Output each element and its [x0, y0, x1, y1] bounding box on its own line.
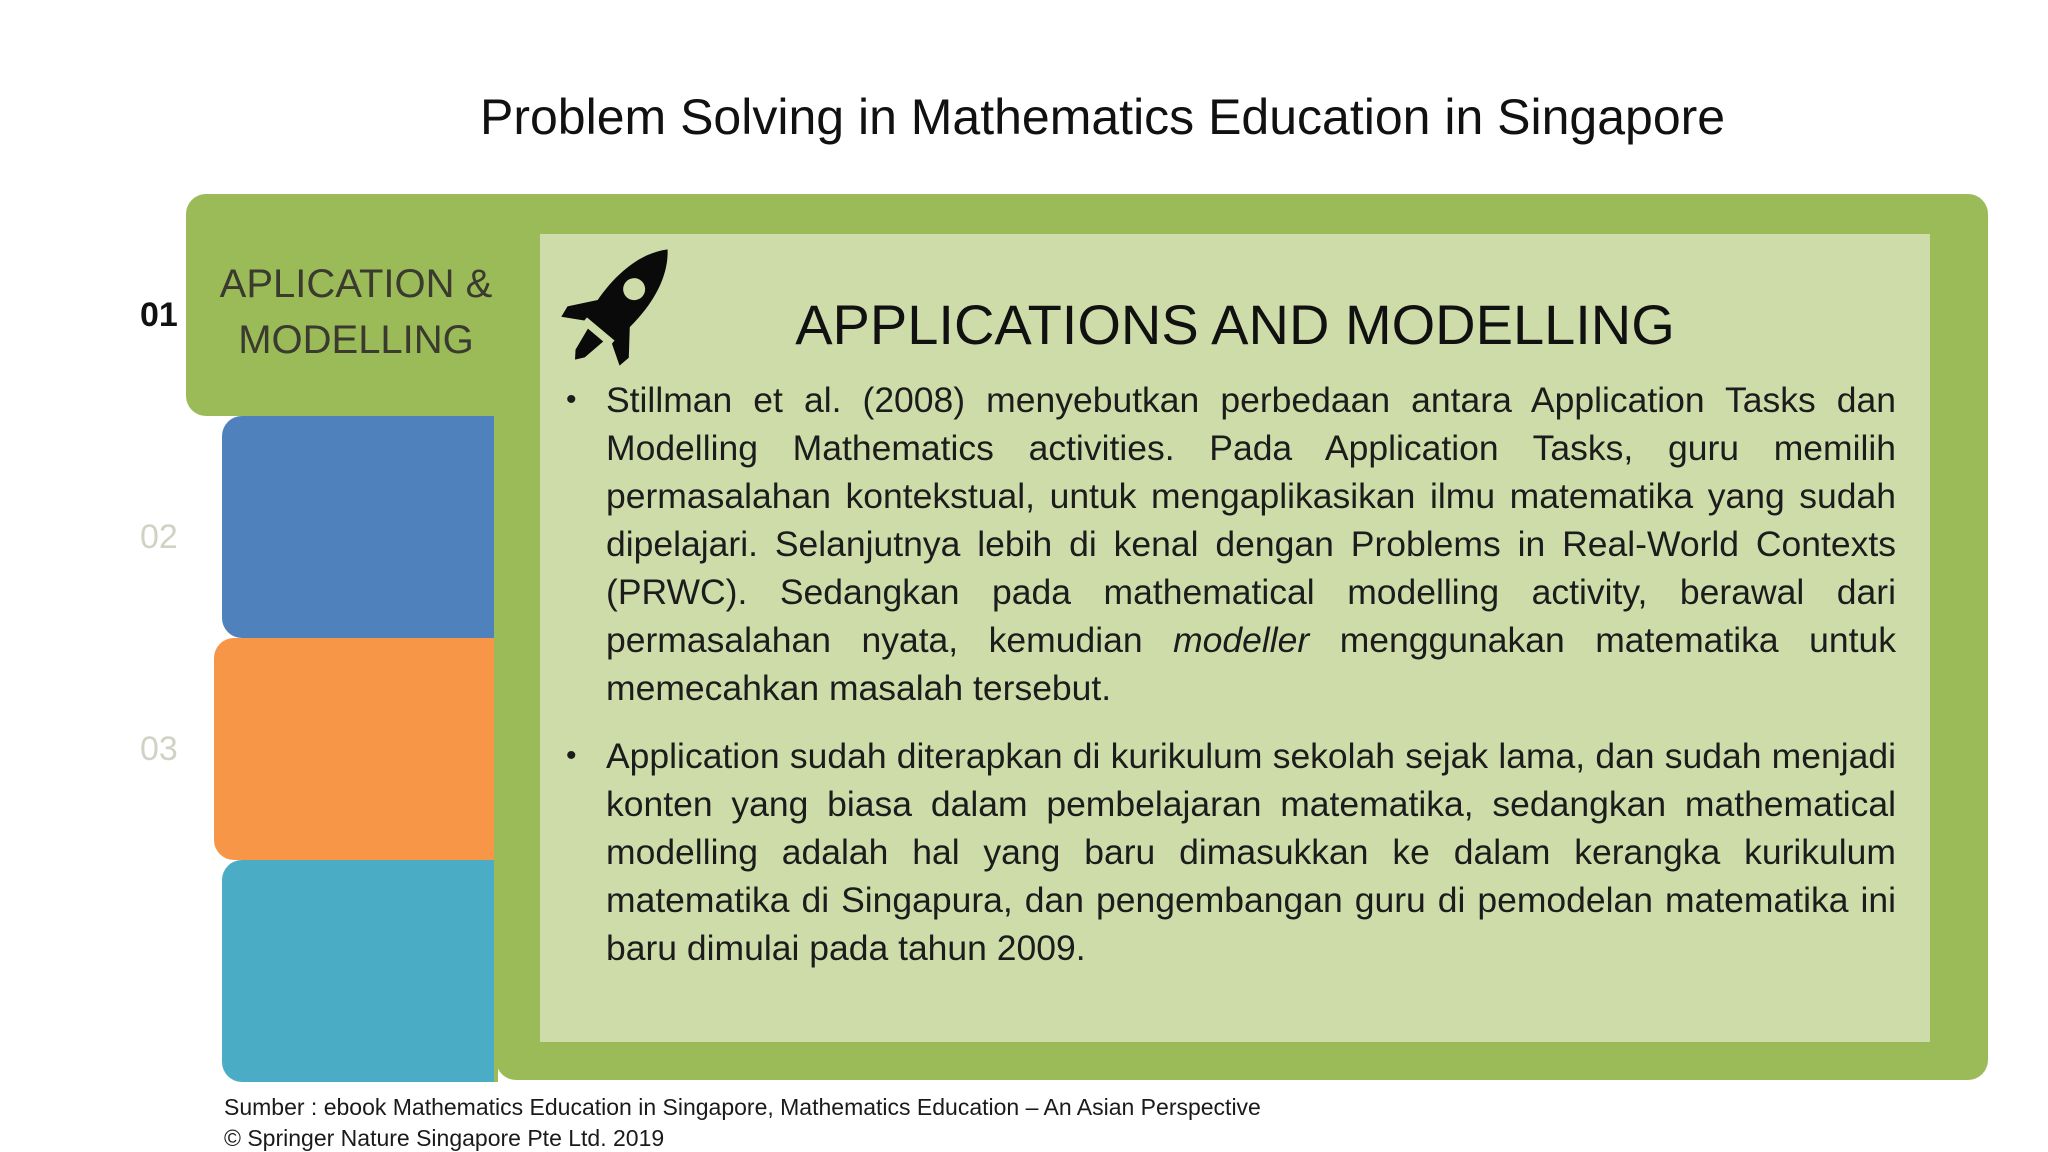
bullet-1-text-end: menggunakan matematika untuk memecahkan masalah tersebut. [606, 620, 1896, 708]
bullet-1-emphasis: modeller [1173, 620, 1310, 660]
nav-number-02[interactable]: 02 [140, 518, 178, 556]
panel-heading: APPLICATIONS AND MODELLING [795, 293, 1675, 356]
tab-orange[interactable] [214, 638, 497, 860]
source-citation [224, 1092, 1261, 1152]
bullet-2-text: Application sudah diterapkan di kurikulum sekolah sejak lama, dan sudah menjadi konten yang biasa dalam pembelajaran matematika, sedangkan mathematical modelling adalah hal yang baru dimasukkan ke dalam kerangka kurikulum matematika di Singapura, dan pengembangan guru di pemodelan matematika ini baru dimulai pada tahun 2009. [606, 736, 1896, 968]
tab-label-line2: MODELLING [238, 318, 474, 362]
bullet-item-1 [566, 376, 1896, 712]
slide-title: Problem Solving in Mathematics Education in Singapore [480, 89, 1726, 145]
tab-divider [494, 416, 498, 1082]
rocket-icon [548, 232, 690, 380]
nav-number-03[interactable]: 03 [140, 730, 178, 768]
bullet-list [566, 376, 1896, 992]
bullet-item-2 [566, 732, 1896, 972]
nav-number-01[interactable]: 01 [140, 296, 178, 334]
tab-label [186, 256, 526, 368]
source-line-1: Sumber : ebook Mathematics Education in Singapore, Mathematics Education – An Asian Perspective [224, 1094, 1261, 1120]
tab-blue[interactable] [222, 416, 497, 638]
tab-teal[interactable] [222, 860, 497, 1082]
bullet-dot: • [566, 739, 577, 772]
bullet-dot: • [566, 383, 577, 416]
tab-label-line1: APLICATION & [219, 262, 493, 306]
source-line-2: © Springer Nature Singapore Pte Ltd. 2019 [224, 1125, 665, 1151]
bullet-1-text: Stillman et al. (2008) menyebutkan perbedaan antara Application Tasks dan Modelling Mathematics activities. Pada Application Tasks, guru memilih permasalahan kontekstual, untuk mengaplikasikan ilmu matematika yang sudah dipelajari. Selanjutnya lebih di kenal dengan Problems in Real-World Contexts (PRWC). Sedangkan pada mathematical modelling activity, berawal dari permasalahan nyata, kemudian [606, 380, 1896, 660]
